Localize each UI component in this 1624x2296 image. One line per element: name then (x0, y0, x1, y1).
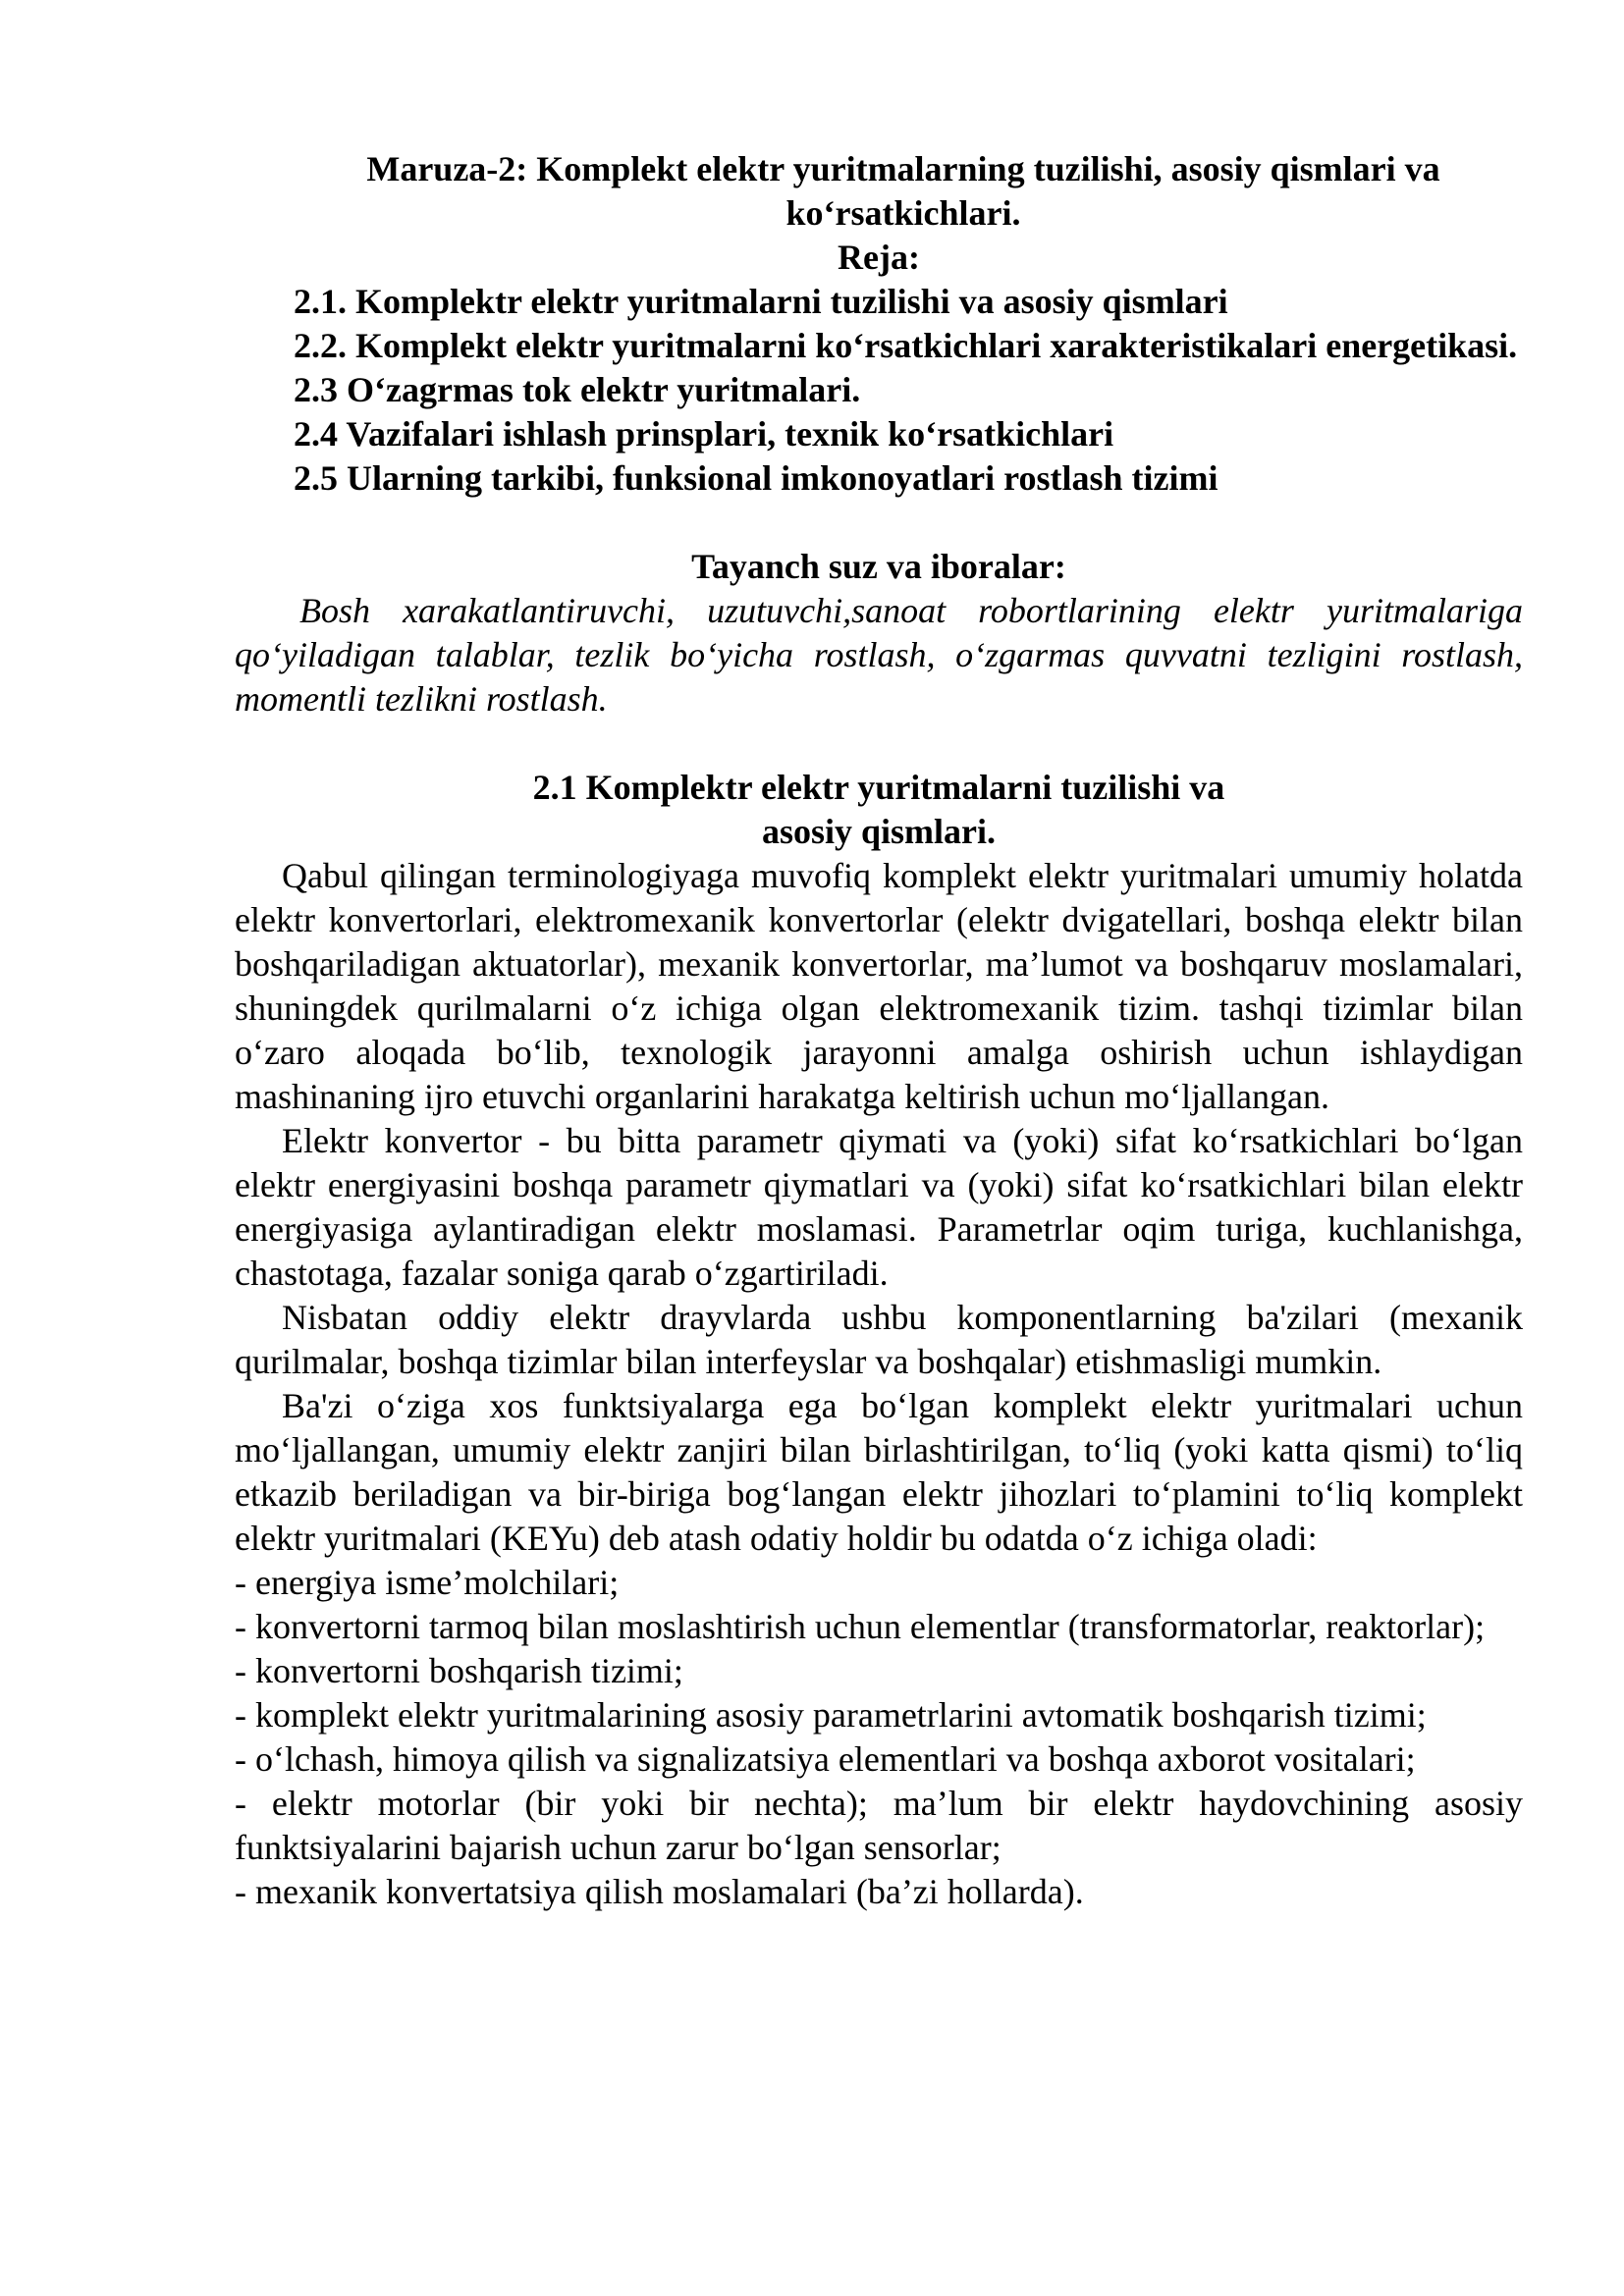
body-paragraph: Elektr konvertor - bu bitta parametr qiymati va (yoki) sifat ko‘rsatkichlari bo‘lgan elektr energiyasini boshqa parametr qiymatlari va (yoki) sifat ko‘rsatkichlari bilan elektr energiyasiga aylantiradigan elektr moslamasi. Parametrlar oqim turiga, kuchlanishga, chastotaga, fazalar soniga qarab o‘zgartiriladi. (235, 1121, 1523, 1293)
list-item: - konvertorni tarmoq bilan moslashtirish uchun elementlar (transformatorlar, reaktorlar); (235, 1607, 1486, 1646)
plan-item: 2.4 Vazifalari ishlash prinsplari, texnik ko‘rsatkichlari (294, 414, 1114, 454)
list-item: - mexanik konvertatsiya qilish moslamalari (ba’zi hollarda). (235, 1872, 1084, 1911)
body-paragraph: Ba'zi o‘ziga xos funktsiyalarga ega bo‘lgan komplekt elektr yuritmalari uchun mo‘ljallangan, umumiy elektr zanjiri bilan birlashtirilgan, to‘liq (yoki katta qismi) to‘liq etkazib beriladigan va bir-biriga bog‘langan elektr jihozlari to‘plamini to‘liq komplekt elektr yuritmalari (KEYu) deb atash odatiy holdir bu odatda o‘z ichiga oladi: (235, 1386, 1523, 1558)
list-item: - komplekt elektr yuritmalarining asosiy parametrlarini avtomatik boshqarish tizimi; (235, 1695, 1427, 1735)
lecture-title: Maruza-2: Komplekt elektr yuritmalarning tuzilishi, asosiy qismlari va ko‘rsatkichlari. (366, 149, 1440, 233)
list-item: - o‘lchash, himoya qilish va signalizatsiya elementlari va boshqa axborot vositalari; (235, 1739, 1416, 1779)
list-item: - konvertorni boshqarish tizimi; (235, 1651, 683, 1690)
document-page (235, 147, 1523, 1914)
plan-list (235, 280, 1523, 501)
plan-item: 2.1. Komplektr elektr yuritmalarni tuzilishi va asosiy qismlari (294, 282, 1228, 321)
section-heading (235, 766, 1523, 854)
body-paragraph: Nisbatan oddiy elektr drayvlarda ushbu komponentlarning ba'zilari (mexanik qurilmalar, boshqa tizimlar bilan interfeyslar va boshqalar) etishmasligi mumkin. (235, 1298, 1523, 1381)
section-heading-line: 2.1 Komplektr elektr yuritmalarni tuzilishi va (532, 768, 1225, 807)
section-heading-line: asosiy qismlari. (761, 812, 997, 851)
components-list (235, 1561, 1523, 1914)
plan-item: 2.2. Komplekt elektr yuritmalarni ko‘rsatkichlari xarakteristikalari energetikasi. (294, 326, 1518, 365)
body-paragraph: Qabul qilingan terminologiyaga muvofiq komplekt elektr yuritmalari umumiy holatda elektr konvertorlari, elektromexanik konvertorlar (elektr dvigatellari, boshqa elektr bilan boshqariladigan aktuatorlar), mexanik konvertorlar, ma’lumot va boshqaruv moslamalari, shuningdek qurilmalarni o‘z ichiga olgan elektromexanik tizim. tashqi tizimlar bilan o‘zaro aloqada bo‘lib, texnologik jarayonni amalga oshirish uchun ishlaydigan mashinaning ijro etuvchi organlarini harakatga keltirish uchun mo‘ljallangan. (235, 856, 1523, 1116)
keywords-text: Bosh xarakatlantiruvchi, uzutuvchi,sanoat robortlarining elektr yuritmalariga qo‘yiladigan talablar, tezlik bo‘yicha rostlash, o‘zgarmas quvvatni tezligini rostlash, momentli tezlikni rostlash. (235, 591, 1523, 719)
keywords-heading: Tayanch suz va iboralar: (691, 547, 1066, 586)
plan-item: 2.3 O‘zagrmas tok elektr yuritmalari. (294, 370, 861, 409)
plan-heading: Reja: (838, 238, 920, 277)
plan-item: 2.5 Ularning tarkibi, funksional imkonoyatlari rostlash tizimi (294, 458, 1218, 498)
list-item: - energiya isme’molchilari; (235, 1563, 620, 1602)
list-item: - elektr motorlar (bir yoki bir nechta); ma’lum bir elektr haydovchining asosiy funktsiyalarini bajarish uchun zarur bo‘lgan sensorlar; (235, 1784, 1523, 1867)
